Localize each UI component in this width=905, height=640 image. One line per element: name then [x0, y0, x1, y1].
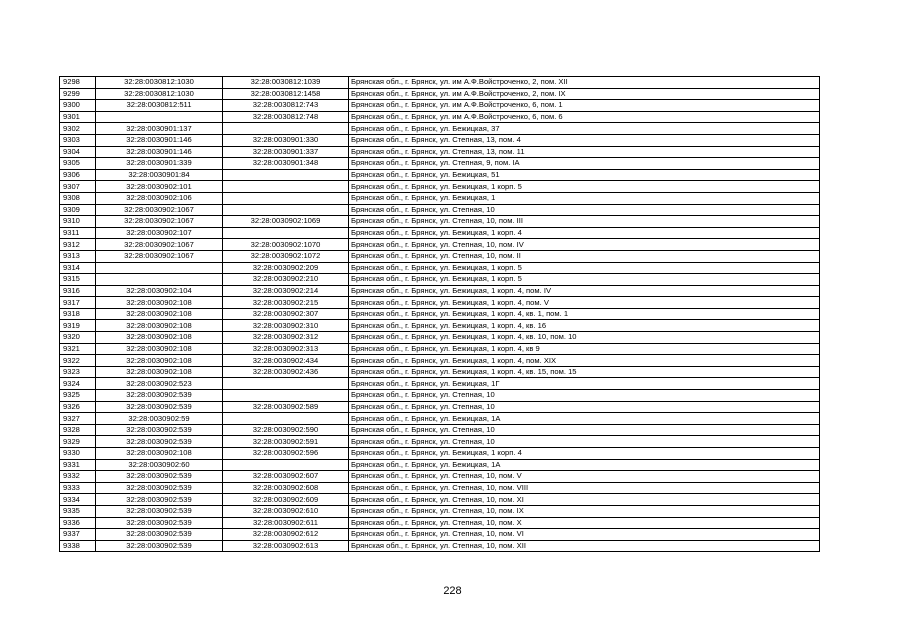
cadastral-number-cell: 32:28:0030812:743: [223, 100, 349, 112]
table-row: [60, 111, 820, 123]
cadastral-number-cell: [223, 192, 349, 204]
cadastral-number-cell: 32:28:0030902:607: [223, 471, 349, 483]
row-number-cell: 9312: [60, 239, 96, 251]
row-number-cell: 9335: [60, 505, 96, 517]
table-row: [60, 134, 820, 146]
row-number-cell: 9328: [60, 424, 96, 436]
row-number-cell: 9330: [60, 448, 96, 460]
parent-cadastral-number-cell: 32:28:0030901:339: [96, 158, 223, 170]
parent-cadastral-number-cell: 32:28:0030902:539: [96, 471, 223, 483]
parent-cadastral-number-cell: 32:28:0030902:108: [96, 366, 223, 378]
parent-cadastral-number-cell: 32:28:0030902:108: [96, 355, 223, 367]
table-body: [60, 77, 820, 552]
table-row: [60, 471, 820, 483]
row-number-cell: 9311: [60, 227, 96, 239]
parent-cadastral-number-cell: 32:28:0030902:108: [96, 320, 223, 332]
parent-cadastral-number-cell: 32:28:0030902:1067: [96, 216, 223, 228]
row-number-cell: 9304: [60, 146, 96, 158]
row-number-cell: 9327: [60, 413, 96, 425]
address-cell: Брянская обл., г. Брянск, ул. Степная, 10, пом. IV: [349, 239, 820, 251]
cadastral-number-cell: 32:28:0030901:330: [223, 134, 349, 146]
address-cell: Брянская обл., г. Брянск, ул. Бежицкая, 1 корп. 4, кв. 15, пом. 15: [349, 366, 820, 378]
cadastral-number-cell: [223, 181, 349, 193]
parent-cadastral-number-cell: 32:28:0030902:108: [96, 332, 223, 344]
table-row: [60, 332, 820, 344]
row-number-cell: 9325: [60, 390, 96, 402]
cadastral-number-cell: 32:28:0030902:612: [223, 529, 349, 541]
address-cell: Брянская обл., г. Брянск, ул. Бежицкая, 1 корп. 4, пом. V: [349, 297, 820, 309]
property-register-table: [59, 76, 820, 552]
cadastral-number-cell: [223, 169, 349, 181]
cadastral-number-cell: 32:28:0030902:608: [223, 482, 349, 494]
parent-cadastral-number-cell: 32:28:0030902:108: [96, 448, 223, 460]
table-row: [60, 436, 820, 448]
cadastral-number-cell: 32:28:0030902:436: [223, 366, 349, 378]
address-cell: Брянская обл., г. Брянск, ул. Бежицкая, 51: [349, 169, 820, 181]
address-cell: Брянская обл., г. Брянск, ул. Бежицкая, 1 корп. 4, кв 9: [349, 343, 820, 355]
address-cell: Брянская обл., г. Брянск, ул. им А.Ф.Войстроченко, 2, пом. IX: [349, 88, 820, 100]
row-number-cell: 9319: [60, 320, 96, 332]
address-cell: Брянская обл., г. Брянск, ул. Бежицкая, 1А: [349, 413, 820, 425]
row-number-cell: 9320: [60, 332, 96, 344]
table-row: [60, 297, 820, 309]
table-row: [60, 494, 820, 506]
cadastral-number-cell: 32:28:0030812:1039: [223, 77, 349, 89]
parent-cadastral-number-cell: 32:28:0030902:539: [96, 517, 223, 529]
cadastral-number-cell: 32:28:0030902:215: [223, 297, 349, 309]
page-number: 228: [443, 585, 462, 597]
table-row: [60, 169, 820, 181]
address-cell: Брянская обл., г. Брянск, ул. Бежицкая, 1 корп. 4, пом. IV: [349, 285, 820, 297]
table-row: [60, 366, 820, 378]
row-number-cell: 9313: [60, 250, 96, 262]
parent-cadastral-number-cell: 32:28:0030902:108: [96, 343, 223, 355]
parent-cadastral-number-cell: 32:28:0030902:1067: [96, 250, 223, 262]
row-number-cell: 9298: [60, 77, 96, 89]
row-number-cell: 9329: [60, 436, 96, 448]
cadastral-number-cell: 32:28:0030902:596: [223, 448, 349, 460]
cadastral-number-cell: 32:28:0030812:1458: [223, 88, 349, 100]
address-cell: Брянская обл., г. Брянск, ул. Степная, 10, пом. VIII: [349, 482, 820, 494]
address-cell: Брянская обл., г. Брянск, ул. им А.Ф.Войстроченко, 2, пом. XII: [349, 77, 820, 89]
address-cell: Брянская обл., г. Брянск, ул. Степная, 10, пом. X: [349, 517, 820, 529]
parent-cadastral-number-cell: 32:28:0030812:1030: [96, 77, 223, 89]
cadastral-number-cell: [223, 204, 349, 216]
parent-cadastral-number-cell: 32:28:0030902:539: [96, 482, 223, 494]
cadastral-number-cell: 32:28:0030902:310: [223, 320, 349, 332]
parent-cadastral-number-cell: 32:28:0030812:511: [96, 100, 223, 112]
address-cell: Брянская обл., г. Брянск, ул. Степная, 10, пом. XII: [349, 540, 820, 552]
row-number-cell: 9326: [60, 401, 96, 413]
table-row: [60, 343, 820, 355]
parent-cadastral-number-cell: 32:28:0030902:539: [96, 494, 223, 506]
table-row: [60, 204, 820, 216]
table-row: [60, 505, 820, 517]
row-number-cell: 9337: [60, 529, 96, 541]
row-number-cell: 9302: [60, 123, 96, 135]
table-row: [60, 146, 820, 158]
row-number-cell: 9333: [60, 482, 96, 494]
cadastral-number-cell: 32:28:0030902:313: [223, 343, 349, 355]
parent-cadastral-number-cell: 32:28:0030902:59: [96, 413, 223, 425]
table-row: [60, 262, 820, 274]
cadastral-number-cell: [223, 378, 349, 390]
address-cell: Брянская обл., г. Брянск, ул. Бежицкая, 1 корп. 4, кв. 10, пом. 10: [349, 332, 820, 344]
cadastral-number-cell: 32:28:0030902:307: [223, 308, 349, 320]
cadastral-number-cell: 32:28:0030902:589: [223, 401, 349, 413]
parent-cadastral-number-cell: 32:28:0030902:539: [96, 529, 223, 541]
table-row: [60, 285, 820, 297]
parent-cadastral-number-cell: 32:28:0030902:539: [96, 401, 223, 413]
address-cell: Брянская обл., г. Брянск, ул. Степная, 10: [349, 204, 820, 216]
parent-cadastral-number-cell: 32:28:0030902:1067: [96, 239, 223, 251]
address-cell: Брянская обл., г. Брянск, ул. Бежицкая, 1 корп. 5: [349, 274, 820, 286]
row-number-cell: 9301: [60, 111, 96, 123]
address-cell: Брянская обл., г. Брянск, ул. Степная, 13, пом. 11: [349, 146, 820, 158]
row-number-cell: 9308: [60, 192, 96, 204]
row-number-cell: 9305: [60, 158, 96, 170]
address-cell: Брянская обл., г. Брянск, ул. Степная, 9, пом. IA: [349, 158, 820, 170]
table-row: [60, 540, 820, 552]
table-row: [60, 216, 820, 228]
table-row: [60, 227, 820, 239]
address-cell: Брянская обл., г. Брянск, ул. Бежицкая, 1 корп. 4: [349, 448, 820, 460]
address-cell: Брянская обл., г. Брянск, ул. Степная, 10, пом. XI: [349, 494, 820, 506]
parent-cadastral-number-cell: [96, 262, 223, 274]
address-cell: Брянская обл., г. Брянск, ул. Бежицкая, 1 корп. 4: [349, 227, 820, 239]
parent-cadastral-number-cell: 32:28:0030902:104: [96, 285, 223, 297]
address-cell: Брянская обл., г. Брянск, ул. Бежицкая, 1 корп. 4, пом. XIX: [349, 355, 820, 367]
row-number-cell: 9317: [60, 297, 96, 309]
parent-cadastral-number-cell: 32:28:0030902:107: [96, 227, 223, 239]
cadastral-number-cell: 32:28:0030902:214: [223, 285, 349, 297]
table-row: [60, 529, 820, 541]
cadastral-number-cell: 32:28:0030902:209: [223, 262, 349, 274]
table-row: [60, 88, 820, 100]
row-number-cell: 9318: [60, 308, 96, 320]
row-number-cell: 9309: [60, 204, 96, 216]
cadastral-number-cell: [223, 227, 349, 239]
table-row: [60, 424, 820, 436]
row-number-cell: 9331: [60, 459, 96, 471]
parent-cadastral-number-cell: 32:28:0030901:146: [96, 134, 223, 146]
row-number-cell: 9321: [60, 343, 96, 355]
parent-cadastral-number-cell: 32:28:0030902:1067: [96, 204, 223, 216]
address-cell: Брянская обл., г. Брянск, ул. Степная, 10, пом. III: [349, 216, 820, 228]
parent-cadastral-number-cell: 32:28:0030902:539: [96, 540, 223, 552]
cadastral-number-cell: 32:28:0030902:1069: [223, 216, 349, 228]
table-row: [60, 459, 820, 471]
parent-cadastral-number-cell: 32:28:0030901:146: [96, 146, 223, 158]
parent-cadastral-number-cell: 32:28:0030902:108: [96, 308, 223, 320]
address-cell: Брянская обл., г. Брянск, ул. Степная, 10, пом. V: [349, 471, 820, 483]
table-row: [60, 192, 820, 204]
address-cell: Брянская обл., г. Брянск, ул. Степная, 10, пом. IX: [349, 505, 820, 517]
parent-cadastral-number-cell: 32:28:0030902:101: [96, 181, 223, 193]
table-row: [60, 123, 820, 135]
row-number-cell: 9324: [60, 378, 96, 390]
address-cell: Брянская обл., г. Брянск, ул. им А.Ф.Войстроченко, 6, пом. 1: [349, 100, 820, 112]
row-number-cell: 9299: [60, 88, 96, 100]
table-row: [60, 378, 820, 390]
cadastral-number-cell: [223, 390, 349, 402]
address-cell: Брянская обл., г. Брянск, ул. Степная, 13, пом. 4: [349, 134, 820, 146]
cadastral-number-cell: [223, 459, 349, 471]
row-number-cell: 9314: [60, 262, 96, 274]
address-cell: Брянская обл., г. Брянск, ул. Бежицкая, 1: [349, 192, 820, 204]
address-cell: Брянская обл., г. Брянск, ул. Степная, 10, пом. II: [349, 250, 820, 262]
table-row: [60, 401, 820, 413]
address-cell: Брянская обл., г. Брянск, ул. Бежицкая, 37: [349, 123, 820, 135]
address-cell: Брянская обл., г. Брянск, ул. Степная, 10: [349, 401, 820, 413]
table-row: [60, 158, 820, 170]
row-number-cell: 9315: [60, 274, 96, 286]
table-row: [60, 355, 820, 367]
table-row: [60, 308, 820, 320]
parent-cadastral-number-cell: 32:28:0030902:539: [96, 390, 223, 402]
cadastral-number-cell: 32:28:0030902:434: [223, 355, 349, 367]
table-row: [60, 181, 820, 193]
table-row: [60, 390, 820, 402]
table-row: [60, 100, 820, 112]
cadastral-number-cell: [223, 123, 349, 135]
row-number-cell: 9310: [60, 216, 96, 228]
cadastral-number-cell: 32:28:0030812:748: [223, 111, 349, 123]
row-number-cell: 9334: [60, 494, 96, 506]
address-cell: Брянская обл., г. Брянск, ул. Бежицкая, 1Г: [349, 378, 820, 390]
table-row: [60, 517, 820, 529]
parent-cadastral-number-cell: 32:28:0030902:539: [96, 505, 223, 517]
address-cell: Брянская обл., г. Брянск, ул. Бежицкая, 1 корп. 5: [349, 181, 820, 193]
row-number-cell: 9300: [60, 100, 96, 112]
table-row: [60, 413, 820, 425]
table-row: [60, 250, 820, 262]
cadastral-number-cell: 32:28:0030902:1070: [223, 239, 349, 251]
row-number-cell: 9316: [60, 285, 96, 297]
parent-cadastral-number-cell: 32:28:0030902:523: [96, 378, 223, 390]
cadastral-number-cell: 32:28:0030902:613: [223, 540, 349, 552]
row-number-cell: 9332: [60, 471, 96, 483]
row-number-cell: 9338: [60, 540, 96, 552]
cadastral-number-cell: 32:28:0030902:610: [223, 505, 349, 517]
cadastral-number-cell: 32:28:0030901:337: [223, 146, 349, 158]
table-row: [60, 482, 820, 494]
parent-cadastral-number-cell: 32:28:0030901:137: [96, 123, 223, 135]
address-cell: Брянская обл., г. Брянск, ул. Степная, 10, пом. VI: [349, 529, 820, 541]
address-cell: Брянская обл., г. Брянск, ул. им А.Ф.Войстроченко, 6, пом. 6: [349, 111, 820, 123]
table-row: [60, 320, 820, 332]
table-row: [60, 448, 820, 460]
parent-cadastral-number-cell: 32:28:0030902:60: [96, 459, 223, 471]
cadastral-number-cell: 32:28:0030902:590: [223, 424, 349, 436]
parent-cadastral-number-cell: 32:28:0030901:84: [96, 169, 223, 181]
parent-cadastral-number-cell: 32:28:0030812:1030: [96, 88, 223, 100]
parent-cadastral-number-cell: [96, 111, 223, 123]
address-cell: Брянская обл., г. Брянск, ул. Степная, 10: [349, 424, 820, 436]
address-cell: Брянская обл., г. Брянск, ул. Степная, 10: [349, 436, 820, 448]
cadastral-number-cell: [223, 413, 349, 425]
cadastral-number-cell: 32:28:0030902:210: [223, 274, 349, 286]
address-cell: Брянская обл., г. Брянск, ул. Степная, 10: [349, 390, 820, 402]
row-number-cell: 9336: [60, 517, 96, 529]
cadastral-number-cell: 32:28:0030902:591: [223, 436, 349, 448]
address-cell: Брянская обл., г. Брянск, ул. Бежицкая, 1 корп. 4, кв. 16: [349, 320, 820, 332]
row-number-cell: 9323: [60, 366, 96, 378]
cadastral-number-cell: 32:28:0030901:348: [223, 158, 349, 170]
row-number-cell: 9307: [60, 181, 96, 193]
cadastral-number-cell: 32:28:0030902:611: [223, 517, 349, 529]
row-number-cell: 9322: [60, 355, 96, 367]
table-row: [60, 274, 820, 286]
parent-cadastral-number-cell: 32:28:0030902:539: [96, 436, 223, 448]
address-cell: Брянская обл., г. Брянск, ул. Бежицкая, 1 корп. 4, кв. 1, пом. 1: [349, 308, 820, 320]
row-number-cell: 9303: [60, 134, 96, 146]
parent-cadastral-number-cell: [96, 274, 223, 286]
row-number-cell: 9306: [60, 169, 96, 181]
cadastral-number-cell: 32:28:0030902:609: [223, 494, 349, 506]
cadastral-number-cell: 32:28:0030902:1072: [223, 250, 349, 262]
table-row: [60, 77, 820, 89]
table-row: [60, 239, 820, 251]
cadastral-number-cell: 32:28:0030902:312: [223, 332, 349, 344]
address-cell: Брянская обл., г. Брянск, ул. Бежицкая, 1А: [349, 459, 820, 471]
address-cell: Брянская обл., г. Брянск, ул. Бежицкая, 1 корп. 5: [349, 262, 820, 274]
parent-cadastral-number-cell: 32:28:0030902:108: [96, 297, 223, 309]
parent-cadastral-number-cell: 32:28:0030902:106: [96, 192, 223, 204]
parent-cadastral-number-cell: 32:28:0030902:539: [96, 424, 223, 436]
